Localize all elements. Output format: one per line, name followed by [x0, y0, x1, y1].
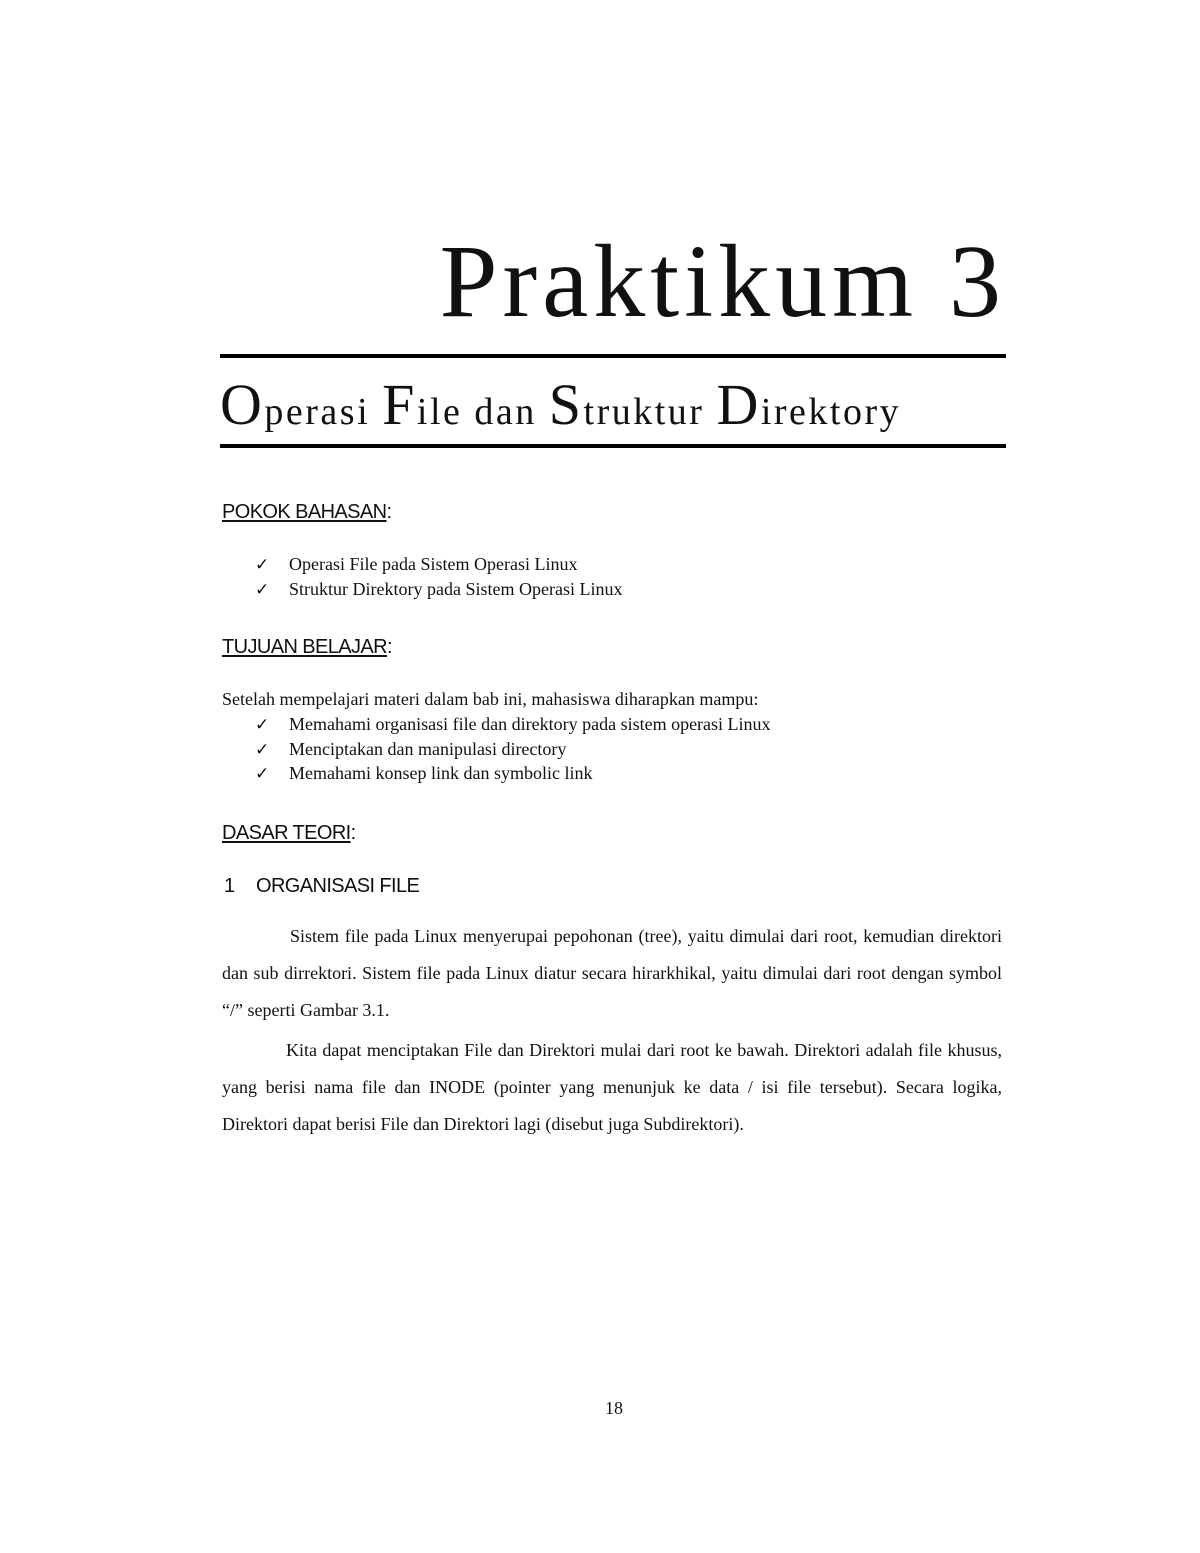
checkmark-icon: ✓ [255, 739, 270, 760]
page-number: 18 [605, 1398, 623, 1418]
subtitle-word-1: Operasi [220, 372, 383, 437]
checkmark-icon: ✓ [255, 579, 270, 600]
checkmark-icon: ✓ [255, 555, 270, 575]
chapter-title: Praktikum 3 [439, 224, 1006, 339]
title-rule-top [220, 354, 1006, 358]
pokok-bahasan-heading: POKOK BAHASAN: [222, 501, 392, 523]
tujuan-belajar-list [255, 712, 771, 786]
checkmark-icon: ✓ [255, 715, 270, 735]
chapter-subtitle [220, 372, 1010, 445]
title-rule-bottom [220, 444, 1006, 448]
tujuan-belajar-intro: Setelah mempelajari materi dalam bab ini, mahasiswa diharapkan mampu: [222, 689, 759, 709]
organisasi-file-heading: 1 ORGANISASI FILE [224, 875, 420, 897]
tujuan-belajar-heading: TUJUAN BELAJAR: [222, 636, 392, 658]
list-item: ✓ Menciptakan dan manipulasi directory [255, 737, 771, 762]
body-paragraph: Kita dapat menciptakan File dan Direktori mulai dari root ke bawah. Direktori adalah file khusus, yang berisi nama file dan INODE (pointer yang menunjuk ke data / isi file tersebut). Secara logika, Direktori dapat berisi File dan Direktori lagi (disebut juga Subdirektori). [222, 1040, 1002, 1134]
subtitle-word-2: File dan [382, 372, 549, 437]
list-item: ✓ Memahami organisasi file dan direktory pada sistem operasi Linux [255, 712, 771, 737]
subtitle-word-4: Direktory [716, 372, 902, 437]
subtitle-word-3: Struktur [548, 372, 717, 437]
pokok-bahasan-list [255, 552, 622, 601]
list-item: ✓ Operasi File pada Sistem Operasi Linux [255, 552, 622, 577]
list-item: ✓ Memahami konsep link dan symbolic link [255, 761, 771, 786]
checkmark-icon: ✓ [255, 764, 270, 784]
list-item: ✓ Struktur Direktory pada Sistem Operasi Linux [255, 577, 622, 602]
dasar-teori-heading: DASAR TEORI: [222, 822, 356, 844]
body-paragraph: Sistem file pada Linux menyerupai pepohonan (tree), yaitu dimulai dari root, kemudian direktori dan sub dirrektori. Sistem file pada Linux diatur secara hirarkhikal, yaitu dimulai dari root dengan symbol “/” seperti Gambar 3.1. [222, 926, 1002, 1020]
